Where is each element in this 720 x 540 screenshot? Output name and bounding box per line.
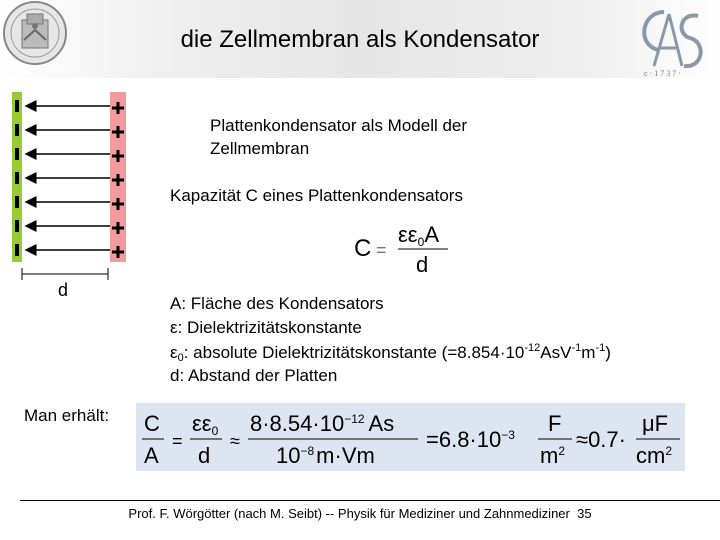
formula-lhs: C	[354, 235, 372, 262]
model-caption-line1: Plattenkondensator als Modell der	[210, 116, 468, 135]
svg-text:10−8m·Vm: $10^{-8}m\cdot Vm$	[276, 443, 375, 468]
formula-denominator: d	[416, 252, 429, 277]
svg-text:=6.8·10−3: $=6.8\cdot 10^{-3}$	[426, 427, 515, 452]
definition-epsilon0: $\varepsilon_0$: absolute Dielektrizitätskonstante $(=8.854\cdot 10^{-12}AsV^{-1}m^{-1})$	[170, 342, 611, 364]
distance-label: d	[58, 280, 69, 300]
formula-equals: =	[376, 240, 387, 260]
definition-epsilon: ε: Dielektrizitätskonstante	[170, 318, 362, 337]
svg-text:c · 1 7 3 7 ·: c · 1 7 3 7 ·	[644, 69, 681, 78]
svg-text:m2: $m^2$	[540, 443, 566, 468]
svg-text:8·8.54·10−12As: $8\cdot 8.54\cdot 10^{-12}$ As	[250, 411, 395, 436]
page-title: die Zellmembran als Kondensator	[180, 26, 540, 53]
footer-text: Prof. F. Wörgötter (nach M. Seibt) -- Physik für Mediziner und Zahnmediziner	[128, 506, 570, 521]
footer	[0, 506, 720, 521]
plate-capacitor-diagram	[0, 92, 140, 302]
svg-text:εε0: εε0	[192, 411, 219, 438]
result-label: Man erhält:	[24, 406, 110, 425]
svg-text:cm2: $cm^2$	[636, 443, 673, 468]
model-caption-line2: Zellmembran	[210, 139, 310, 158]
result-formula	[136, 403, 685, 471]
footer-divider	[20, 500, 720, 501]
formula-numerator: εε0A	[398, 222, 439, 249]
definition-area: A: Fläche des Kondensators	[170, 294, 384, 313]
svg-text:≈: ≈	[230, 431, 240, 451]
svg-text:d: d	[198, 443, 211, 468]
definition-distance: d: Abstand der Platten	[170, 366, 338, 385]
capacity-formula	[352, 218, 452, 278]
svg-text:F: F	[548, 411, 562, 436]
svg-text:μF: μF	[642, 411, 669, 436]
svg-text:≈0.7·: ≈0.7·	[576, 427, 626, 452]
svg-text:A: A	[144, 443, 159, 468]
svg-text:=: =	[172, 431, 183, 451]
page-number: 35	[577, 506, 592, 521]
svg-text:C: C	[144, 411, 160, 436]
capacity-heading: Kapazität C eines Plattenkondensators	[170, 186, 463, 205]
result-formula-box	[136, 403, 685, 471]
